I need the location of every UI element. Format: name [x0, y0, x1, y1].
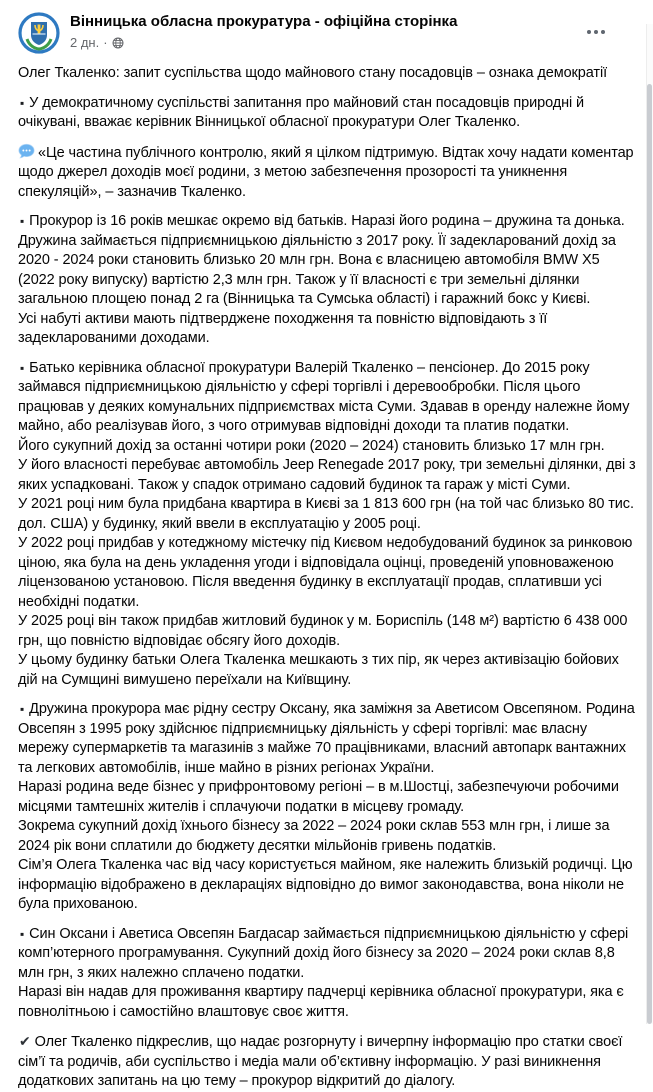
post-text-line: У 2025 році він також придбав житловий будинок у м. Бориспіль (148 м²) вартістю 6 438 000 грн, що повністю відповідає обсягу його доходів. — [18, 613, 628, 649]
post-paragraph — [18, 700, 639, 915]
bullet-square-icon: ▪ — [20, 360, 25, 375]
page-avatar[interactable] — [18, 12, 60, 54]
post-text-line: Його сукупний дохід за останні чотири роки (2020 – 2024) становить близько 17 млн грн. — [18, 437, 605, 454]
post-text-line: Дружина займається підприємницькою діяльністю з 2017 року. Її задекларований дохід за 2020 - 2024 роки становить близько 20 млн грн. Вона є власницею автомобіля BMW X5 (2022 року випуску) вартістю 2,3 млн грн. Також у її власності є три земельні ділянки загальною площею понад 2 га (Вінницька та Сумська області) і гаражний бокс у Києві. — [18, 232, 616, 307]
post-text-line: Сім’я Олега Ткаленка час від часу користується майном, яке належить близькій родичці. Цю інформацію відображено в деклараціях відповідно до вимог законодавства, вона ніколи не була прихованою. — [18, 857, 633, 912]
post-paragraph — [18, 1032, 639, 1092]
post-text-line: У цьому будинку батьки Олега Ткаленка мешкають з тих пір, як через активізацію бойових дій на Сумщині вимушено переїхали на Київщину. — [18, 652, 619, 688]
post-paragraph — [18, 64, 639, 84]
bullet-square-icon: ▪ — [20, 214, 25, 228]
post-text-line: Батько керівника обласної прокуратури Валерій Ткаленко – пенсіонер. До 2015 року займався підприємницькою діяльністю у сфері торгівлі і деревообробки. Після цього працював у деяких комунальних підприємствах міста Суми. Здавав в оренду належне йому майно, або реалізував його, з чого отримував відповідні доходи та платив податки. — [18, 359, 630, 434]
post-body — [0, 58, 653, 1092]
post-text-line: «Це частина публічного контролю, який я цілком підтримую. Відтак хочу надати коментар щодо джерел доходів моєї родини, з метою забезпечення прозорості та уникнення спекуляцій», – зазначив Ткаленко. — [18, 144, 634, 200]
post-text-line: Прокурор із 16 років мешкає окремо від батьків. Наразі його родина – дружина та донька. — [29, 213, 625, 229]
post-paragraph — [18, 925, 639, 1023]
post-header — [0, 0, 653, 58]
post-text-line: Син Оксани і Аветиса Овсепян Багдасар займається підприємницькою діяльністю у сфері комп’ютерного програмування. Сукупний дохід його бізнесу за 2020 – 2024 роки склав 8,8 млн грн, з яких належно сплачено податки. — [18, 925, 629, 981]
post-meta-row — [70, 35, 583, 51]
post-paragraph — [18, 94, 639, 133]
post-text-line: Наразі родина веде бізнес у прифронтовому регіоні – в м.Шостці, забезпечуючи робочими місцями тамтешніх жителів і сплачуючи податки в місцеву громаду. — [18, 779, 619, 815]
post-paragraph — [18, 212, 639, 349]
globe-public-icon — [112, 37, 124, 49]
post-text-line: Дружина прокурора має рідну сестру Оксану, яка заміжня за Аветисом Овсепяном. Родина Овсепян з 1995 року здійснює підприємницьку діяльність у сфері торгівлі: має власну мережу супермаркетів та магазинів з майже 70 працівниками, власний автопарк вантажних та легкових автомобілів, інше майно в різних регіонах України. — [18, 701, 635, 776]
meta-separator: · — [103, 35, 108, 50]
more-options-button[interactable] — [583, 26, 609, 38]
check-mark-icon: ✔ — [19, 1033, 31, 1049]
post-text-line: У 2022 році придбав у котеджному містечку під Києвом недобудований будинок за ринковою ціною, яка була на день укладення угоди і відповідала оцінці, проведеній уповноваженою ліцензованою установою. Після введення будинку в експлуатації продав, сплативши усі необхідні податки. — [18, 535, 633, 610]
post-text-line: Наразі він надав для проживання квартиру падчерці керівника обласної прокуратури, яка є повнолітньою і самостійно влаштовує своє життя. — [18, 984, 624, 1020]
post-text-line: У його власності перебуває автомобіль Jeep Renegade 2017 року, три земельні ділянки, дві з яких успадковані. Також у спадок отримано садовий будинок та гараж у місті Суми. — [18, 457, 636, 493]
speech-balloon-icon — [18, 143, 35, 160]
bullet-square-icon: ▪ — [20, 95, 25, 110]
post-timestamp[interactable]: 2 дн. — [70, 35, 100, 50]
page-name-link[interactable]: Вінницька обласна прокуратура - офіційна сторінка — [70, 13, 458, 30]
post-text-line: У 2021 році ним була придбана квартира в Києві за 1 813 600 грн (на той час близько 80 тис. дол. США) у будинку, який ввели в експлуатацію у 2005 році. — [18, 496, 634, 532]
post-text-line: Усі набуті активи мають підтверджене походження та повністю відповідають з її задекларованими доходами. — [18, 310, 548, 346]
post-text-line: Зокрема сукупний дохід їхнього бізнесу за 2022 – 2024 роки склав 553 млн грн, і лише за 2024 рік вони сплатили до бюджету десятки мільйонів гривень податків. — [18, 818, 610, 854]
bullet-square-icon: ▪ — [20, 926, 25, 941]
scrollbar-thumb[interactable] — [647, 84, 652, 1024]
post-paragraph — [18, 359, 639, 691]
bullet-square-icon: ▪ — [20, 702, 25, 716]
post-paragraph — [18, 143, 639, 203]
post-text-line: У демократичному суспільстві запитання про майновий стан посадовців природні й очікувані, вважає керівник Вінницької обласної прокуратури Олег Ткаленко. — [18, 94, 585, 130]
header-meta — [70, 12, 583, 51]
post-text-line: Олег Ткаленко: запит суспільства щодо майнового стану посадовців – ознака демократії — [18, 65, 608, 81]
post-text-line: Олег Ткаленко підкреслив, що надає розгорнуту і вичерпну інформацію про статки своєї сім’ї та родичів, аби суспільство і медіа мали об’єктивну інформацію. У разі виникнення додаткових запитань на цю тему – прокурор відкритий до діалогу. — [18, 1034, 623, 1089]
scrollbar-track — [646, 24, 653, 1024]
